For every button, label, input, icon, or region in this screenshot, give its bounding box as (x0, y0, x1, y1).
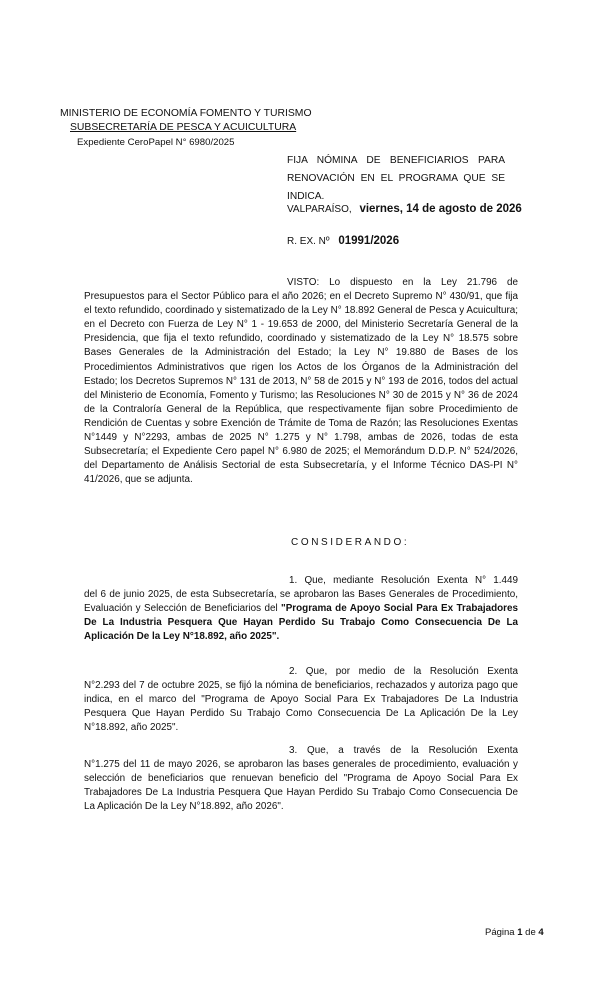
ministry-name: MINISTERIO DE ECONOMÍA FOMENTO Y TURISMO (60, 108, 312, 119)
page-number (485, 927, 544, 938)
subsecretaria-name: SUBSECRETARÍA DE PESCA Y ACUICULTURA (70, 122, 297, 133)
title-line-2: RENOVACIÓN EN EL PROGRAMA QUE SE INDICA. (287, 173, 505, 202)
page-of: de (525, 927, 536, 938)
item-3-body: N°1.275 del 11 de mayo 2026, se aprobaron las bases generales de procedimiento, evaluación y selección de beneficiarios que renuevan beneficio del "Programa de Apoyo Social Para Ex Trabajadores De La Industria Pesquera Que Hayan Perdido Su Trabajo Como Consecuencia De La Aplicación De la Ley N°18.892, año 2026". (84, 759, 518, 813)
item-1-body: del 6 de junio 2025, de esta Subsecretaría, se aprobaron las Bases Generales de Procedimiento, Evaluación y Selección de Beneficiarios del (84, 589, 518, 615)
resolution-title (287, 152, 505, 206)
city: VALPARAÍSO, (287, 204, 352, 215)
page-current: 1 (517, 927, 523, 938)
page-prefix: Página (485, 927, 515, 938)
visto-paragraph (84, 276, 518, 487)
item-2-lead: 2. Que, por medio de la Resolución Exenta (289, 666, 518, 677)
item-3-lead: 3. Que, a través de la Resolución Exenta (289, 745, 518, 756)
item-1-program-name: "Programa de Apoyo Social Para Ex Trabajadores De La Industria Pesquera Que Hayan Perdido Su Trabajo Como Consecuencia De La Aplicación De la Ley N°18.892, año 2025". (84, 603, 518, 643)
expediente-number: Expediente CeroPapel N° 6980/2025 (77, 137, 235, 148)
title-line-1: FIJA NÓMINA DE BENEFICIARIOS PARA (287, 155, 505, 166)
item-2-body: N°2.293 del 7 de octubre 2025, se fijó la nómina de beneficiarios, rechazados y autoriza pago que indica, en el marco del "Programa de Apoyo Social Para Ex Trabajadores De La Industria Pesquera Que Hayan Perdido Su Trabajo Como Consecuencia De La Aplicación De la Ley N°18.892, año 2025". (84, 680, 518, 734)
considerando-heading: CONSIDERANDO: (291, 537, 410, 548)
considerando-item-1 (84, 574, 518, 644)
page-total: 4 (538, 927, 544, 938)
visto-lead: VISTO: Lo dispuesto en la Ley 21.796 de (287, 277, 518, 288)
resolution-value: 01991/2026 (338, 235, 400, 247)
document-date: viernes, 14 de agosto de 2026 (359, 203, 522, 215)
considerando-item-3 (84, 744, 518, 814)
resolution-label: R. EX. Nº (287, 236, 330, 247)
place-date (287, 203, 522, 215)
visto-body: Presupuestos para el Sector Público para el año 2026; en el Decreto Supremo N° 430/91, que fija el texto refundido, coordinado y sistematizado de la Ley N° 18.892 General de Pesca y Acuicultura; en el Decreto con Fuerza de Ley N° 1 - 19.653 de 2000, del Ministerio Secretaría General de la Presidencia, que fija el texto refundido, coordinado y sistematizado de la Ley N° 18.575 sobre Bases Generales de la Administración del Estado; la Ley N° 19.880 de Bases de los Procedimientos Administrativos que rigen los Actos de los Órganos de la Administración del Estado; los Decretos Supremos N° 131 de 2013, N° 58 de 2015 y N° 193 de 2016, todos del actual del Ministerio de Economía, Fomento y Turismo; las Resoluciones N° 30 de 2015 y N° 36 de 2024 de la Contraloría General de la República, que respectivamente fijan sobre Procedimiento de Rendición de Cuentas y sobre Exención de Trámite de Toma de Razón; las Resoluciones Exentas N°1449 y N°2293, ambas de 2025 N° 1.275 y N° 1.798, ambas de 2026, todas de esta Subsecretaría; el Expediente Cero papel N° 6.980 de 2025; el Memorándum D.D.P. N° 524/2026, del Departamento de Análisis Sectorial de esta Subsecretaría, y el Informe Técnico DAS-PI N° 41/2026, que se adjunta. (84, 291, 518, 486)
item-1-lead: 1. Que, mediante Resolución Exenta N° 1.449 (289, 575, 518, 586)
resolution-number (287, 235, 399, 247)
considerando-item-2 (84, 665, 518, 735)
